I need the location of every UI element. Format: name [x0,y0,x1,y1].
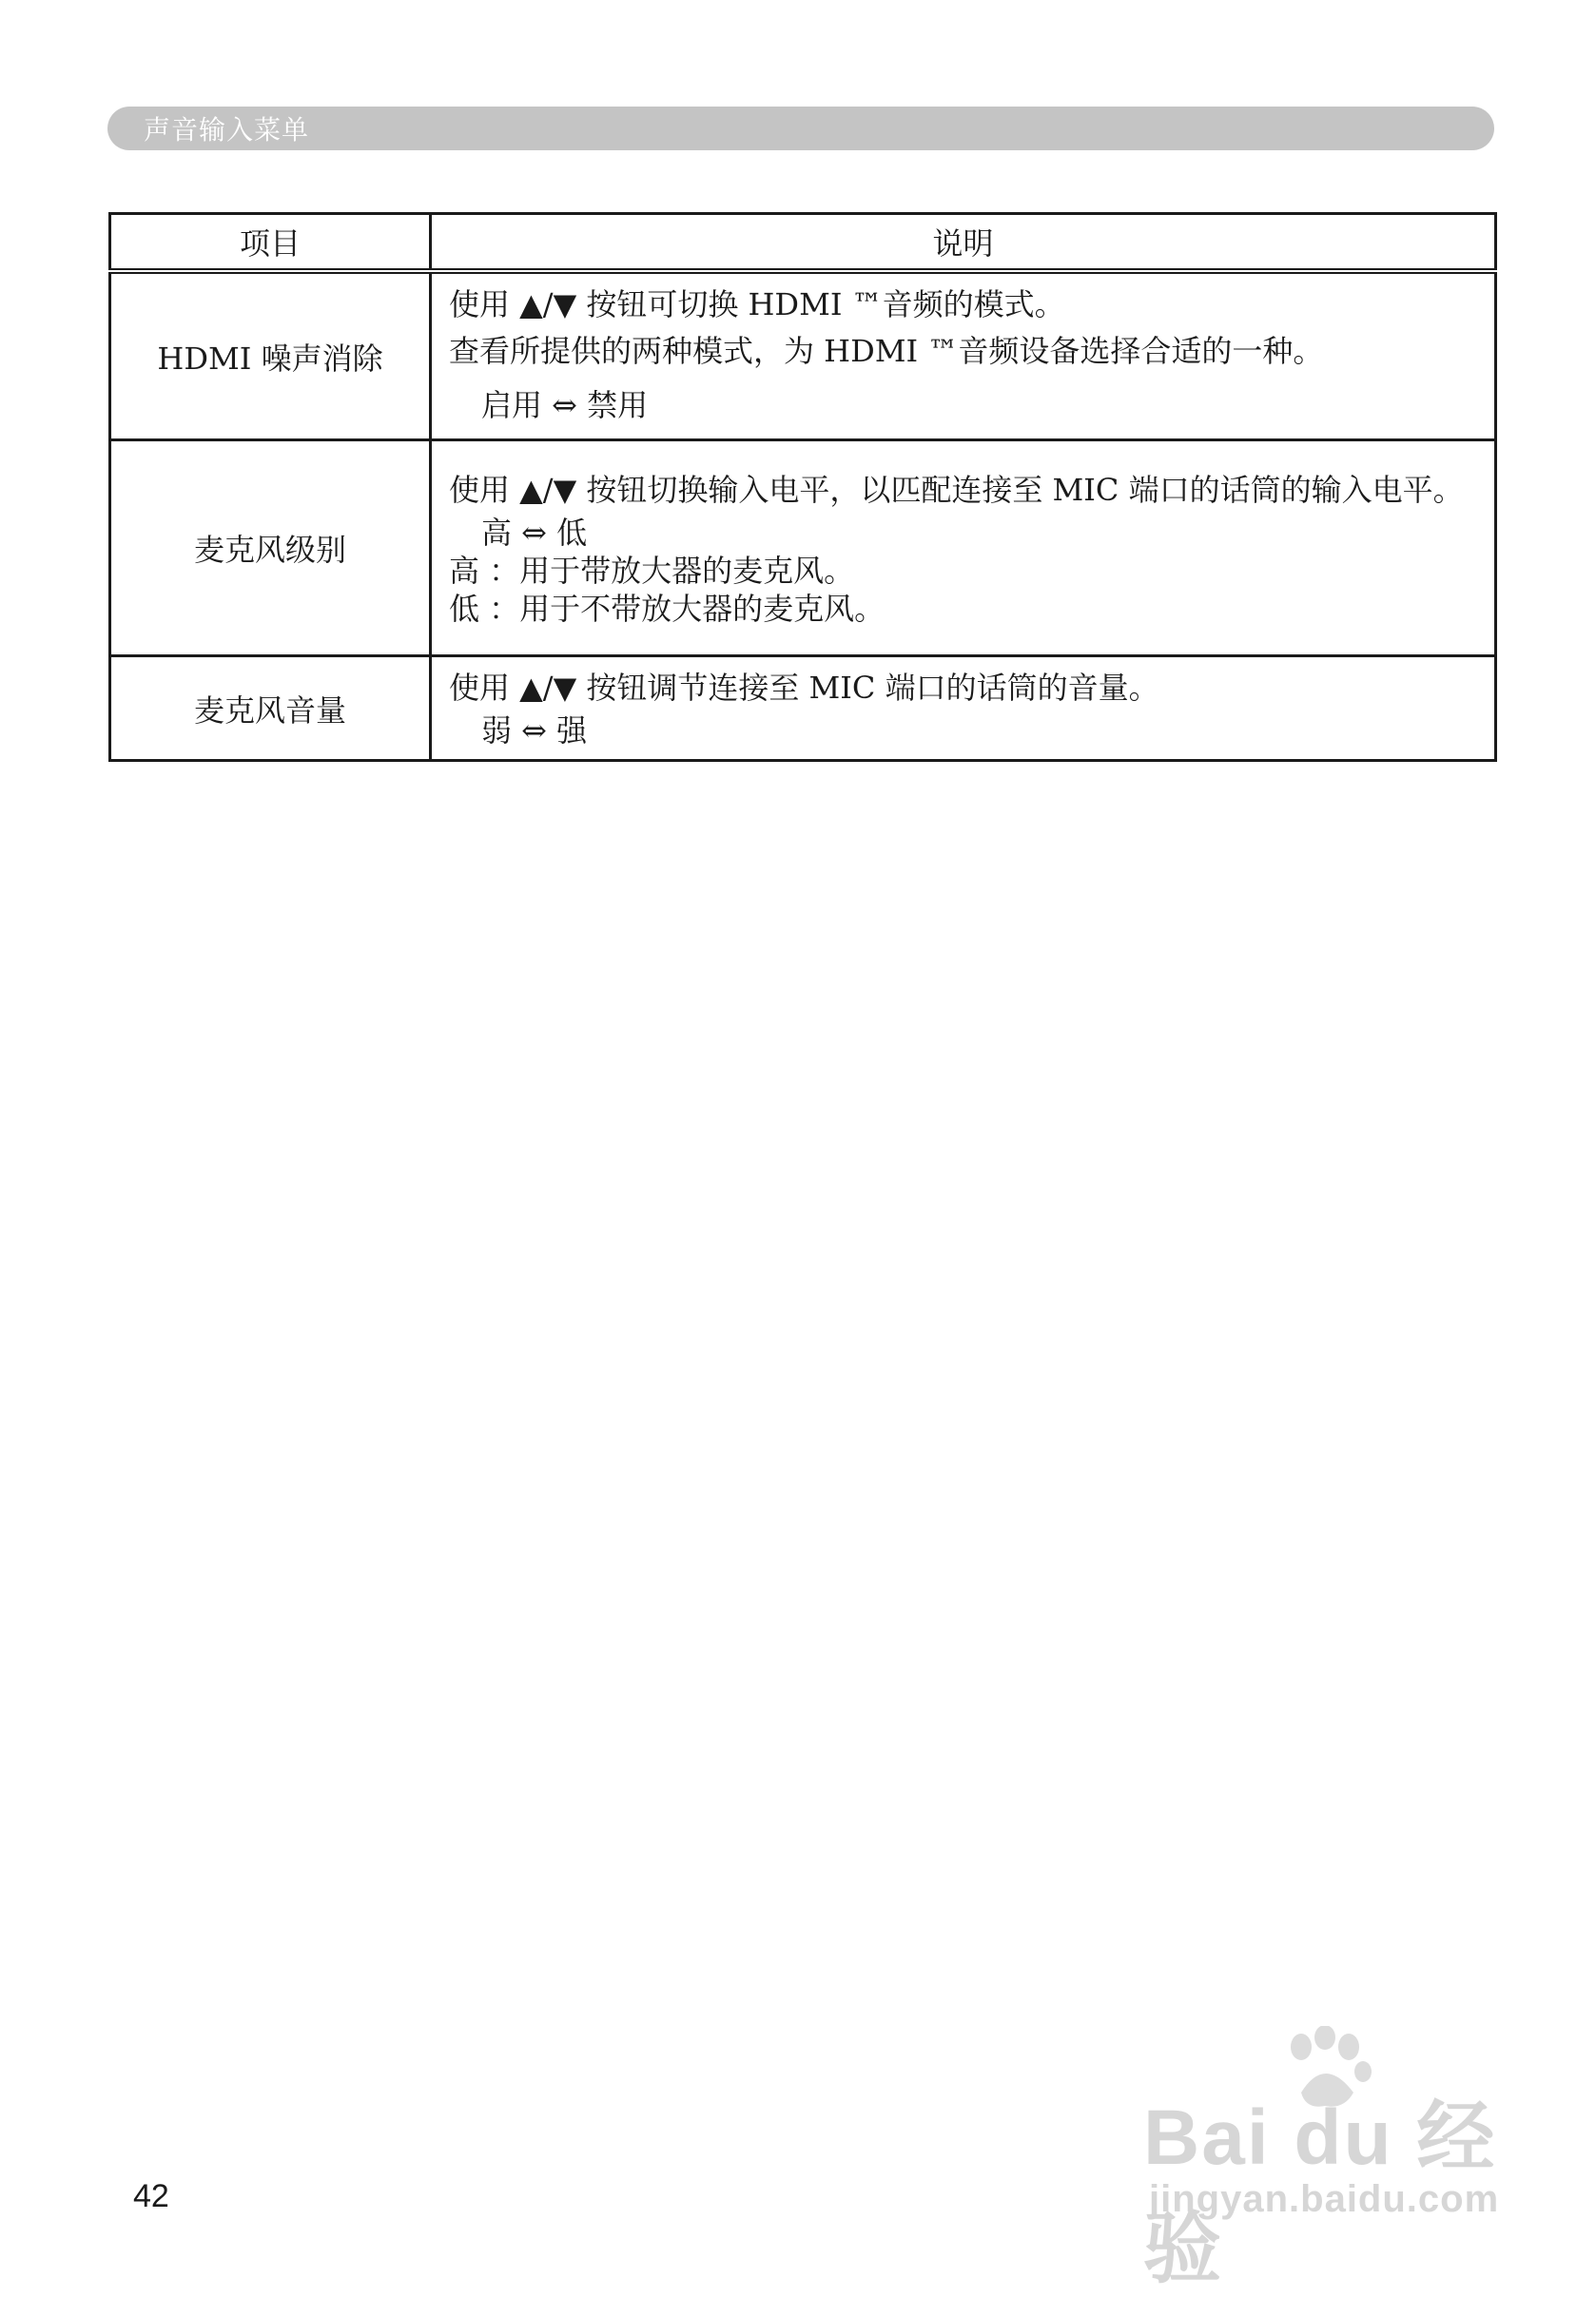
desc-line: 低 ：用于不带放大器的麦克风。 [449,590,886,627]
watermark-brand: Bai du 经验 [1143,2094,1497,2292]
item-mic-level: 麦克风级别 [110,440,431,656]
table-row-mic-volume [110,656,1496,761]
desc-line: 使用 ▲/▼ 按钮切换输入电平，以匹配连接至 MIC 端口的话筒的输入电平。 [449,471,1464,508]
table-row-hdmi-noise [110,271,1496,440]
desc-option-line: 弱 ⇔ 强 [481,712,588,749]
desc-line: 使用 ▲/▼ 按钮可切换 HDMI ™音频的模式。 [449,286,1065,322]
baidu-jingyan-watermark [1130,2026,1510,2292]
desc-line: 使用 ▲/▼ 按钮调节连接至 MIC 端口的话筒的音量。 [449,670,1159,706]
audio-input-menu-table [108,212,1497,762]
section-banner [107,107,1494,150]
desc-line: 高 ：用于带放大器的麦克风。 [449,552,855,589]
item-mic-volume: 麦克风音量 [110,656,431,761]
watermark-url: jingyan.baidu.com [1149,2178,1500,2220]
desc-hdmi-noise-cancel [431,271,1496,440]
section-title: 声音输入菜单 [144,114,310,146]
page-number: 42 [133,2178,169,2214]
desc-option-line: 启用 ⇔ 禁用 [481,387,649,423]
desc-option-line: 高 ⇔ 低 [481,514,588,551]
desc-mic-volume [431,656,1496,761]
item-hdmi-noise-cancel: HDMI 噪声消除 [110,271,431,440]
table-header-row [110,214,1496,272]
header-item: 项目 [110,214,431,272]
header-description: 说明 [431,214,1496,272]
desc-line: 查看所提供的两种模式，为 HDMI ™音频设备选择合适的一种。 [449,333,1324,369]
table-row-mic-level [110,440,1496,656]
desc-mic-level [431,440,1496,656]
